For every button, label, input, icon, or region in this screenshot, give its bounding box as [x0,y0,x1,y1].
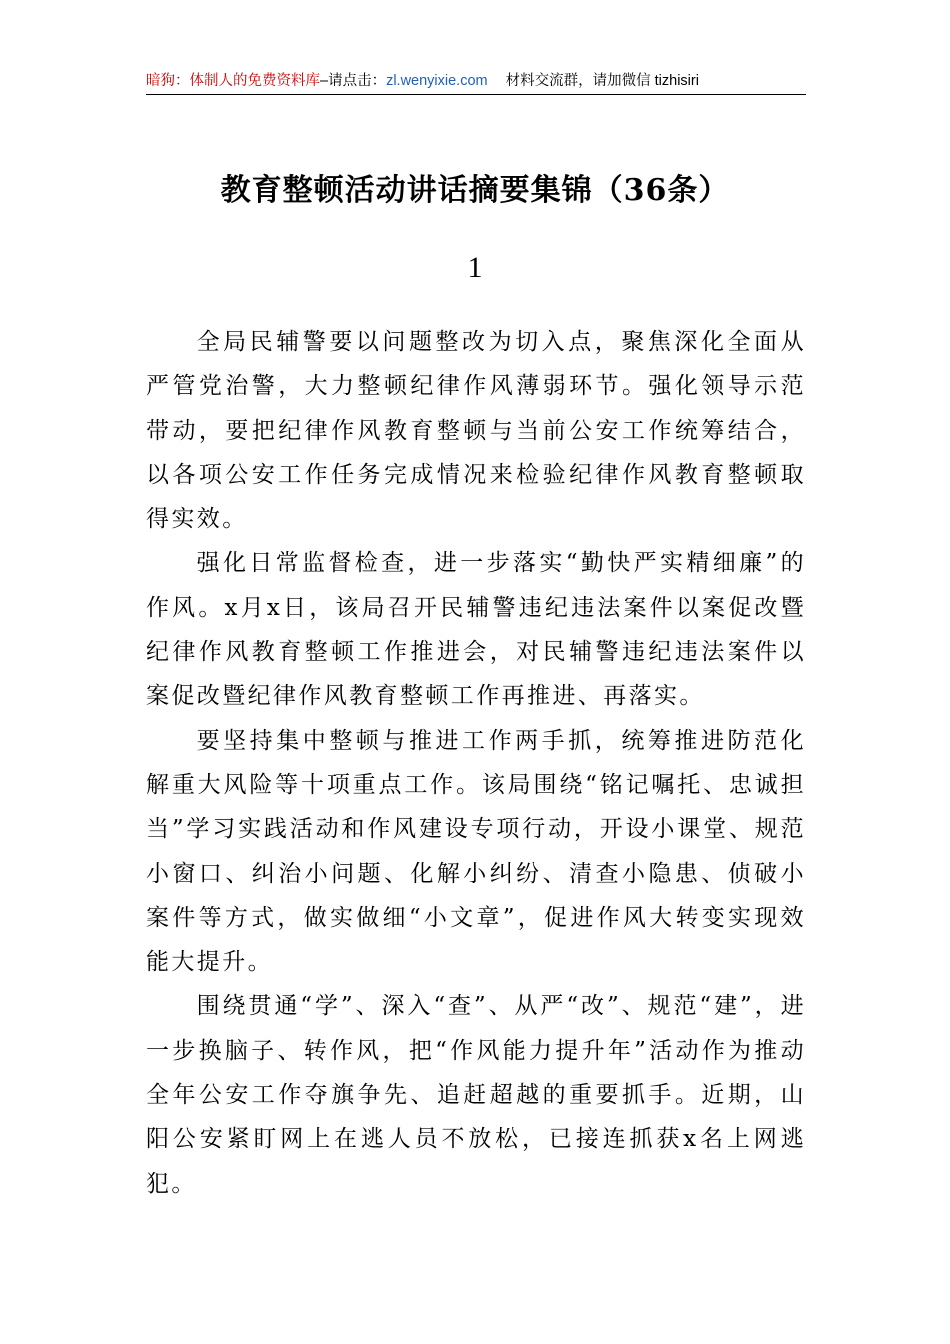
header-click-prompt: –请点击： [320,73,387,89]
document-body [146,320,806,1206]
document-title: 教育整顿活动讲话摘要集锦（36条） [220,173,730,208]
section-number: 1 [467,251,483,284]
header-group-note: 材料交流群，请加微信 tizhisiri [505,73,699,89]
page-header [146,70,806,94]
header-source-label: 暗狗：体制人的免费资料库 [146,73,320,89]
paragraph: 强化日常监督检查，进一步落实“勤快严实精细廉”的作风。x月x日，该局召开民辅警违纪违法案件以案促改暨纪律作风教育整顿工作推进会，对民辅警违纪违法案件以案促改暨纪律作风教育整顿工作再推进、再落实。 [146,550,806,710]
paragraph: 要坚持集中整顿与推进工作两手抓，统筹推进防范化解重大风险等十项重点工作。该局围绕“铭记嘱托、忠诚担当”学习实践活动和作风建设专项行动，开设小课堂、规范小窗口、纠治小问题、化解小纠纷、清查小隐患、侦破小案件等方式，做实做细“小文章”，促进作风大转变实现效能大提升。 [146,727,806,976]
header-site-link[interactable]: zl.wenyixie.com [386,73,488,89]
header-divider [146,94,806,95]
paragraph: 围绕贯通“学”、深入“查”、从严“改”、规范“建”，进一步换脑子、转作风，把“作风能力提升年”活动作为推动全年公安工作夺旗争先、追赶超越的重要抓手。近期，山阳公安紧盯网上在逃人员不放松，已接连抓获x名上网逃犯。 [146,993,806,1197]
paragraph: 全局民辅警要以问题整改为切入点，聚焦深化全面从严管党治警，大力整顿纪律作风薄弱环节。强化领导示范带动，要把纪律作风教育整顿与当前公安工作统筹结合，以各项公安工作任务完成情况来检验纪律作风教育整顿取得实效。 [146,329,806,533]
